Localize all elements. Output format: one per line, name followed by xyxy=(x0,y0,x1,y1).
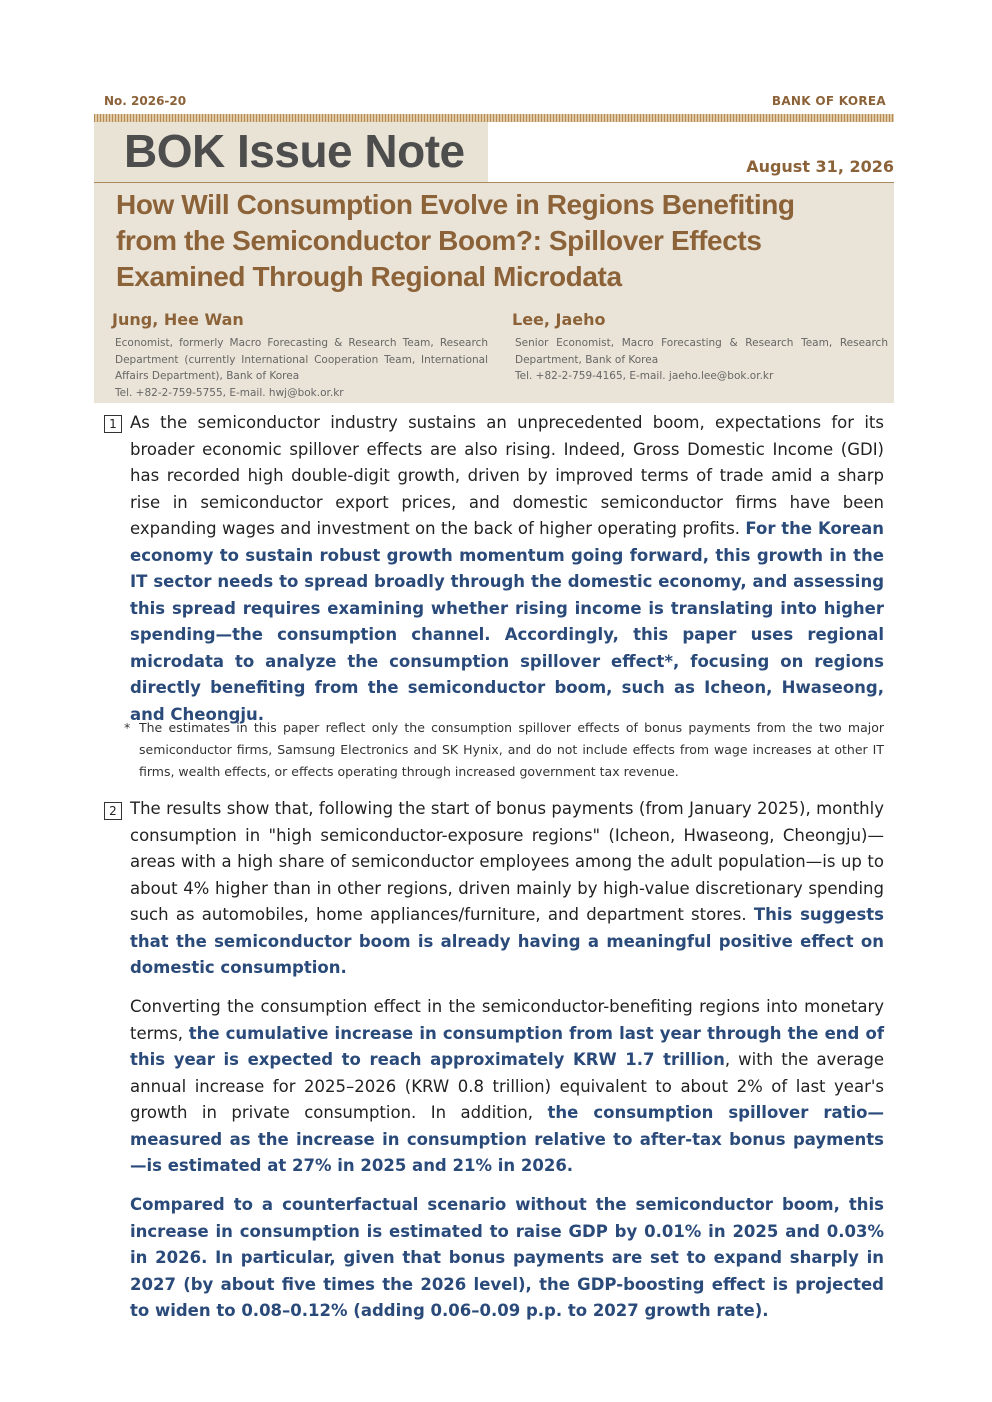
highlighted-text: Compared to a counterfactual scenario without the semiconductor boom, this increase in consumption is estimated to raise GDP by 0.01% in 2025 and 0.03% in 2026. In particular, given that bonus payments are set to expand sharply in 2027 (by about five times the 2026 level), the GDP-boosting effect is projected to widen to 0.08–0.12% (adding 0.06–0.09 p.p. to 2027 growth rate). xyxy=(130,1195,884,1320)
decorative-stripe xyxy=(94,114,894,122)
section-2-paragraph-3 xyxy=(130,1192,884,1325)
highlighted-text: the consumption spillover ratio—measured as the increase in consumption relative to after-tax bonus payments—is estimated at 27% in 2025 and 21% in 2026. xyxy=(130,1103,885,1175)
author-1 xyxy=(112,310,488,401)
section-2-paragraph-1 xyxy=(130,796,884,982)
report-title: How Will Consumption Evolve in Regions Benefiting from the Semiconductor Boom?: Spillover Effects Examined Through Regional Microdata xyxy=(116,189,795,292)
footnote-text: The estimates in this paper reflect only the consumption spillover effects of bonus payments from the two major semiconductor firms, Samsung Electronics and SK Hynix, and do not include effects from wage increases at other IT firms, wealth effects, or effects operating through increased government tax revenue. xyxy=(139,720,884,779)
highlighted-text: the cumulative increase in consumption from last year through the end of this year is expected to reach approximately KRW 1.7 trillion xyxy=(130,1023,885,1069)
publisher-name: BANK OF KOREA xyxy=(771,94,886,108)
issue-number: No. 2026-20 xyxy=(104,94,187,108)
section-2-paragraph-2 xyxy=(130,994,884,1180)
footnote xyxy=(124,717,884,783)
section-number-box: 1 xyxy=(104,415,122,433)
footnote-mark: * xyxy=(124,720,131,735)
top-line xyxy=(104,94,886,110)
author-name: Lee, Jaeho xyxy=(512,310,606,329)
author-2 xyxy=(512,310,888,385)
body-text: As the semiconductor industry sustains an unprecedented boom, expectations for its broader economic spillover effects are also rising. Indeed, Gross Domestic Income (GDI) has recorded high double-digit growth, driven by improved terms of trade amid a sharp rise in semiconductor export prices, and domestic semiconductor firms have been expanding wages and investment on the back of higher operating profits. xyxy=(130,413,884,538)
publication-date: August 31, 2026 xyxy=(746,157,894,176)
highlighted-text: For the Korean economy to sustain robust growth momentum going forward, this growth in the IT sector needs to spread broadly through the domestic economy, and assessing this spread requires examining whether rising income is translating into higher spending—the consumption channel. Accordingly, this paper uses regional microdata to analyze the consumption spillover effect*, focusing on regions directly benefiting from the semiconductor boom, such as Icheon, Hwaseong, and Cheongju. xyxy=(130,519,884,724)
title-block xyxy=(94,183,894,403)
section-number-box: 2 xyxy=(104,802,122,820)
author-name: Jung, Hee Wan xyxy=(112,310,244,329)
highlighted-text: This suggests that the semiconductor boom is already having a meaningful positive effect on domestic consumption. xyxy=(130,905,884,977)
masthead xyxy=(94,122,894,182)
body-text: Converting the consumption effect in the semiconductor-benefiting regions into monetary terms, xyxy=(130,997,884,1043)
author-contact: Tel. +82-2-759-4165, E-mail. jaeho.lee@bok.or.kr xyxy=(515,370,774,382)
author-contact: Tel. +82-2-759-5755, E-mail. hwj@bok.or.kr xyxy=(115,386,344,399)
series-title-box xyxy=(94,122,488,182)
author-description: Economist, formerly Macro Forecasting & Research Team, Research Department (currently International Cooperation Team, International Affairs Department), Bank of Korea xyxy=(115,337,488,382)
section-1-paragraph-1 xyxy=(130,410,884,728)
body-text: , with the average annual increase for 2025–2026 (KRW 0.8 trillion) equivalent to about 2% of last year's growth in private consumption. In addition, xyxy=(130,1050,884,1122)
body-text: The results show that, following the start of bonus payments (from January 2025), monthly consumption in "high semiconductor-exposure regions" (Icheon, Hwaseong, Cheongju)—areas with a high share of semiconductor employees among the adult population—is up to about 4% higher than in other regions, driven mainly by high-value discretionary spending such as automobiles, home appliances/furniture, and department stores. xyxy=(130,799,884,924)
series-title: BOK Issue Note xyxy=(124,125,465,177)
author-description: Senior Economist, Macro Forecasting & Research Team, Research Department, Bank of Korea xyxy=(515,337,888,366)
